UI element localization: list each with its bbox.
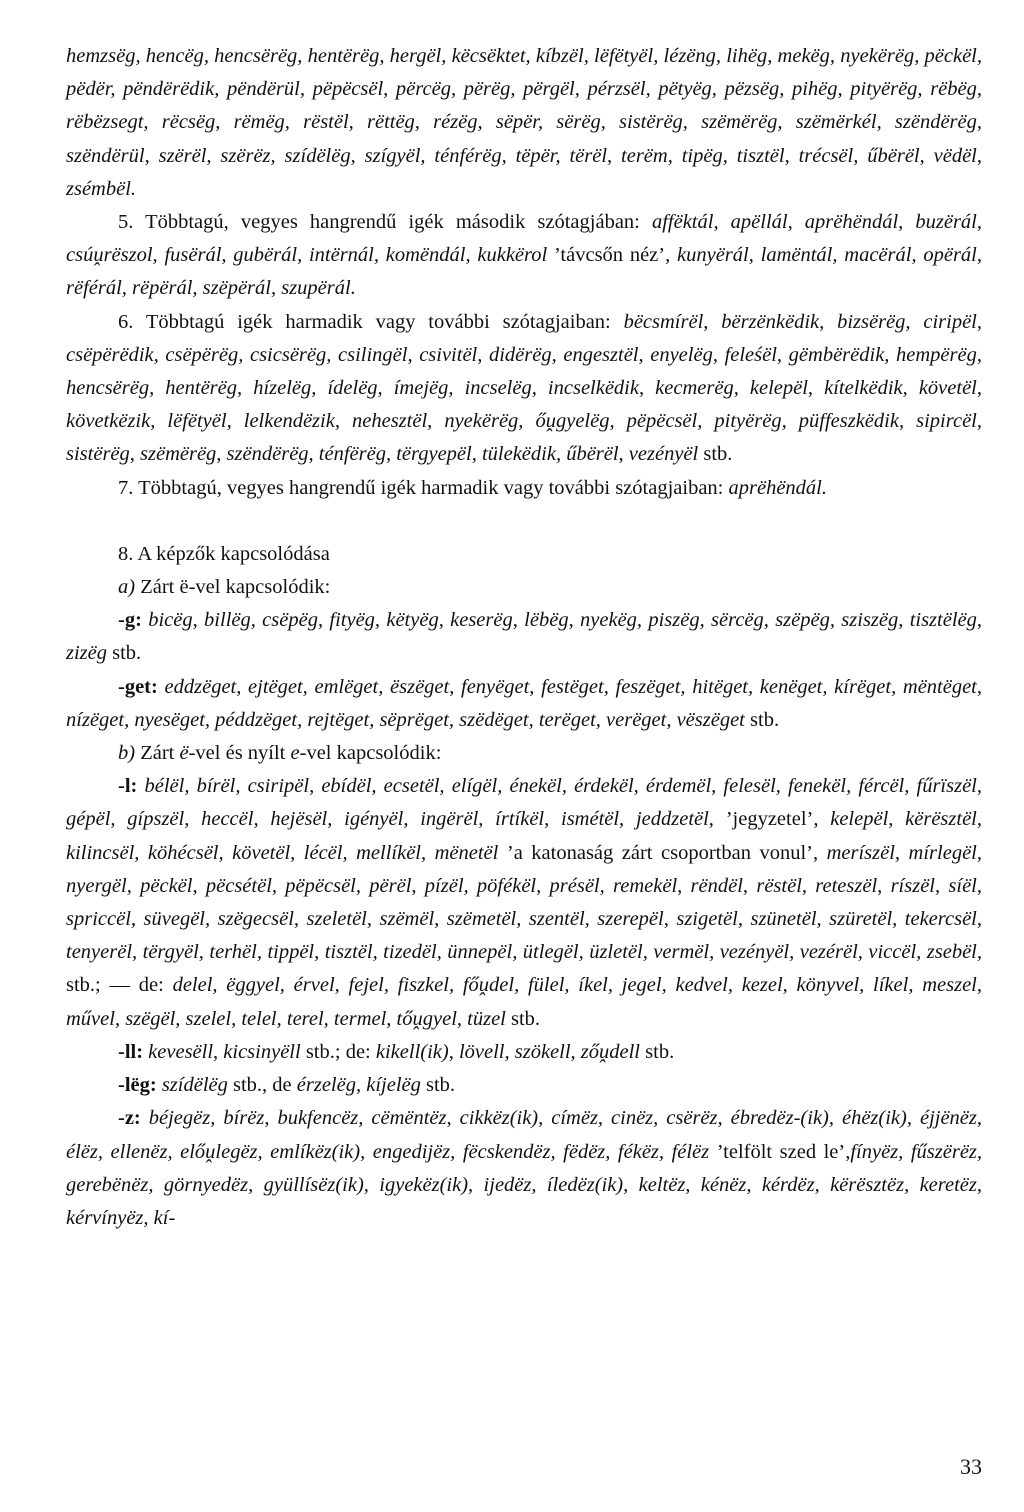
suffix-ll-entry	[66, 1036, 982, 1069]
word-list: kikell(ik), lövell, szökell, zőṷdell	[375, 1040, 641, 1063]
word-list: kevesëll, kicsinyëll	[148, 1040, 301, 1063]
paragraph-intro: Többtagú igék harmadik vagy további szótagjaiban:	[145, 310, 611, 333]
gloss: ’távcsőn néz’,	[553, 244, 671, 267]
suffix-g-entry	[66, 604, 982, 670]
subsection-text: Zárt ë-vel kapcsolódik:	[140, 576, 331, 599]
section-spacer	[66, 505, 982, 538]
paragraph-5	[66, 206, 982, 306]
suffix-get-entry	[66, 671, 982, 737]
word-list: affëktál, apëllál, aprëhëndál, buzërál, csúṷrëszol, fusërál, gubërál, intërnál, komëndál, kukkërol	[66, 211, 982, 267]
page-body	[66, 40, 982, 1235]
word-list: kelepël, kërësztël, kilincsël, köhécsël, követël, lécël, mellíkël, mënetël	[66, 808, 982, 864]
word-list: meríszël, mírlegël, nyergël, pëckël, pëcsétël, pëpëcsël, përël, pízël, pöfékël, présël, remekël, rëndël, rëstël, reteszël, ríszël, síël, spriccël, süvegël, szëgecsël, szeletël, szëmël, szëmetël, szentël, szerepël, szigetël, szünetël, szüretël, tekercsël, tenyerël, tërgyël, terhël, tippël, tisztël, tizedël, ünnepël, ütlegël, üzletël, vermël, vezényël, vezérël, viccël, zsebël,	[66, 841, 983, 964]
suffix-label: -get:	[118, 675, 158, 698]
word-list-continuation	[66, 40, 982, 206]
etc-text: stb.	[750, 708, 780, 731]
suffix-label: -l:	[118, 775, 138, 798]
etc-text: stb.; — de:	[66, 974, 164, 997]
paragraph-number: 7.	[118, 476, 134, 499]
suffix-l-entry	[66, 770, 982, 1036]
word-list: szídëlëg	[161, 1074, 228, 1097]
closed-e-letter: ë	[179, 742, 189, 765]
etc-text: stb.	[112, 642, 142, 665]
open-e-letter: e	[290, 742, 300, 765]
paragraph-intro: Többtagú, vegyes hangrendű igék második szótagjában:	[145, 211, 640, 234]
subsection-text: -vel és nyílt	[188, 742, 286, 765]
subsection-text: -vel kapcsolódik:	[299, 742, 442, 765]
subsection-label: b)	[118, 742, 136, 765]
subsection-a	[66, 571, 982, 604]
suffix-z-entry	[66, 1102, 982, 1235]
word-list: delel, ëggyel, érvel, fejel, fiszkel, főṷdel, fülel, íkel, jegel, kedvel, kezel, könyvel, líkel, meszel, művel, szëgël, szelel, telel, terel, termel, tőṷgyel, tüzel	[66, 974, 982, 1030]
word-list: béjegëz, bírëz, bukfencëz, cëmëntëz, cikkëz(ik), címëz, cinëz, csërëz, ébredëz-(ik), éhëz(ik), éjjënëz, élëz, ellenëz, előṷlegëz, emlíkëz(ik), engedijëz, fëcskendëz, fëdëz, fékëz, félëz	[66, 1107, 983, 1163]
gloss: ’telfölt szed le’,	[716, 1140, 851, 1163]
paragraph-intro: Többtagú, vegyes hangrendű igék harmadik vagy további szótagjaiban:	[138, 476, 724, 499]
subsection-b	[66, 737, 982, 770]
section-8-title: 8. A képzők kapcsolódása	[118, 542, 330, 565]
etc-text: stb.	[645, 1040, 675, 1063]
suffix-label: -lëg:	[118, 1074, 157, 1097]
paragraph-6	[66, 306, 982, 472]
gloss: ’jegyzetel’,	[725, 808, 819, 831]
gloss: ’a katonaság zárt csoportban vonul’,	[506, 841, 819, 864]
word-list: eddzëget, ejtëget, emlëget, ëszëget, fenyëget, festëget, feszëget, hitëget, kenëget, kírëget, mëntëget, nízëget, nyesëget, péddzëget, rejtëget, sëprëget, szëdëget, terëget, verëget, vëszëget	[66, 675, 983, 731]
subsection-label: a)	[118, 576, 136, 599]
suffix-label: -z:	[118, 1107, 141, 1130]
suffix-label: -ll:	[118, 1040, 144, 1063]
word-list: bélël, bírël, csiripël, ebídël, ecsetël, elígël, énekël, érdekël, érdemël, felesël, fenekël, fércël, fűrïszël, gépël, gípszël, heccël, hejësël, igényël, ingërël, írtíkël, ismétël, jeddzetël,	[66, 775, 982, 831]
suffix-label: -g:	[118, 609, 142, 632]
etc-text: stb.	[510, 1007, 541, 1030]
word-list: hemzsëg, hencëg, hencsërëg, hentërëg, hergël, këcsëktet, kíbzël, lëfëtyël, lézëng, lihëg, mekëg, nyekërëg, pëckël, pëdër, pëndërëdik, pëndërül, pëpëcsël, përcëg, përëg, përgël, pérzsël, pëtyëg, pëzsëg, pihëg, pityërëg, rëbëg, rëbëzsegt, rëcsëg, rëmëg, rëstël, rëttëg, rézëg, sëpër, sërëg, sistërëg, szëmërëg, szëmërkél, szëndërëg, szëndërül, szërël, szërëz, szídëlëg, szígyël, ténférëg, tëpër, tërël, terëm, tipëg, tisztël, trécsël, űbërël, vëdël, zsémbël.	[66, 45, 982, 200]
word-list: bëcsmírël, bërzënkëdik, bizsërëg, ciripël, csëpërëdik, csëpërëg, csicsërëg, csilingël, csivitël, didërëg, engesztël, enyelëg, feleśël, gëmbërëdik, hempërëg, hencsërëg, hentërëg, hízelëg, ídelëg, ímejëg, incselëg, incselkëdik, kecmerëg, kelepël, kítelkëdik, követël, követkëzik, lëfëtyël, lelkendëzik, nehesztël, nyekërëg, őṷgyelëg, pëpëcsël, pityërëg, püffeszkëdik, sipircël, sistërëg, szëmërëg, szëndërëg, ténfërëg, tërgyepël, tülekëdik, űbërël, vezényël	[66, 310, 982, 466]
etc-text: stb.; de:	[305, 1040, 371, 1063]
subsection-text: Zárt	[140, 742, 175, 765]
page-number: 33	[960, 1454, 982, 1479]
etc-text: stb.	[703, 443, 733, 466]
etc-text: stb., de	[233, 1074, 292, 1097]
paragraph-number: 5.	[118, 211, 134, 234]
word-list: kunyërál, lamëntál, macërál, opërál, rëférál, rëpërál, szëpërál, szupërál.	[66, 244, 982, 300]
word-list: fínyëz, fűszërëz, gerebënëz, görnyedëz, gyüllísëz(ik), igyekëz(ik), ijedëz, íledëz(ik), keltëz, kénëz, kérdëz, kërësztëz, keretëz, kérvínyëz, kí-	[66, 1140, 983, 1229]
word-list: bicëg, billëg, csëpëg, fityëg, këtyëg, keserëg, lëbëg, nyekëg, piszëg, sërcëg, szëpëg, sziszëg, tisztëlëg, zizëg	[66, 609, 982, 665]
paragraph-7	[66, 472, 982, 505]
word-list: érzelëg, kíjelëg	[296, 1074, 421, 1097]
paragraph-number: 6.	[118, 310, 134, 333]
etc-text: stb.	[426, 1074, 456, 1097]
suffix-leg-entry	[66, 1069, 982, 1102]
word-list: aprëhëndál.	[728, 476, 827, 499]
